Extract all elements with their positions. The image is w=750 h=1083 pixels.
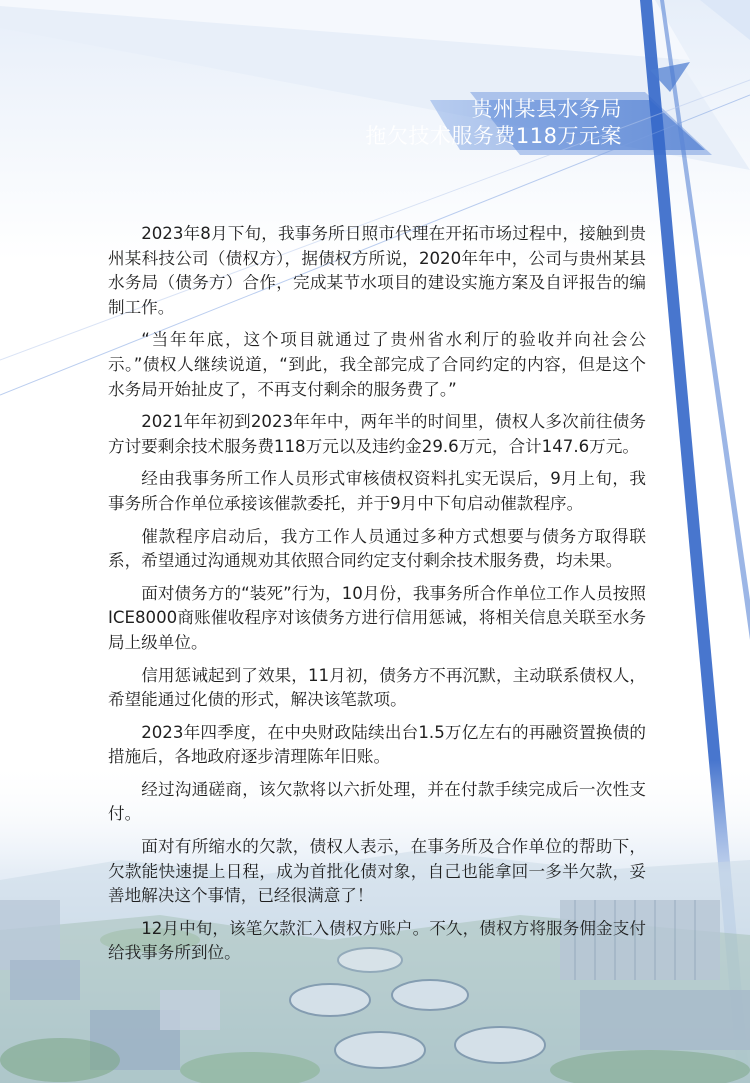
- paragraph: 12月中旬，该笔欠款汇入债权方账户。不久，债权方将服务佣金支付给我事务所到位。: [108, 918, 646, 963]
- paragraph: 面对债务方的“装死”行为，10月份，我事务所合作单位工作人员按照ICE8000商账催收程序对该债务方进行信用惩诫，将相关信息关联至水务局上级单位。: [108, 583, 646, 652]
- title-line-1: 贵州某县水务局: [471, 97, 622, 121]
- paragraph: 2023年四季度，在中央财政陆续出台1.5万亿左右的再融资置换债的措施后，各地政府逐步清理陈年旧账。: [108, 722, 646, 767]
- paragraph: 面对有所缩水的欠款，债权人表示，在事务所及合作单位的帮助下，欠款能快速提上日程，成为首批化债对象，自己也能拿回一多半欠款，妥善地解决这个事情，已经很满意了！: [108, 837, 646, 906]
- paragraph: 经过沟通磋商，该欠款将以六折处理，并在付款手续完成后一次性支付。: [108, 779, 646, 824]
- title-line-2: 拖欠技术服务费118万元案: [365, 124, 622, 148]
- report-title: [365, 96, 622, 150]
- paragraph: 催款程序启动后，我方工作人员通过多种方式想要与债务方取得联系，希望通过沟通规劝其依照合同约定支付剩余技术服务费，均未果。: [108, 526, 646, 571]
- paragraph: 信用惩诫起到了效果，11月初，债务方不再沉默，主动联系债权人，希望能通过化债的形式，解决该笔款项。: [108, 665, 646, 710]
- paragraph: 经由我事务所工作人员形式审核债权资料扎实无误后，9月上旬，我事务所合作单位承接该催款委托，并于9月中下旬启动催款程序。: [108, 469, 646, 513]
- paragraph: 2023年8月下旬，我事务所日照市代理在开拓市场过程中，接触到贵州某科技公司（债权方），据债权方所说，2020年年中，公司与贵州某县水务局（债务方）合作，完成某节水项目的建设实施方案及自评报告的编制工作。: [108, 224, 646, 317]
- paragraph: 2021年年初到2023年年中，两年半的时间里，债权人多次前往债务方讨要剩余技术服务费118万元以及违约金29.6万元，合计147.6万元。: [108, 412, 646, 456]
- article-body: [108, 222, 646, 974]
- paragraph: “当年年底，这个项目就通过了贵州省水利厅的验收并向社会公示。”债权人继续说道，“到此，我全部完成了合同约定的内容，但是这个水务局开始扯皮了，不再支付剩余的服务费了。”: [108, 330, 646, 399]
